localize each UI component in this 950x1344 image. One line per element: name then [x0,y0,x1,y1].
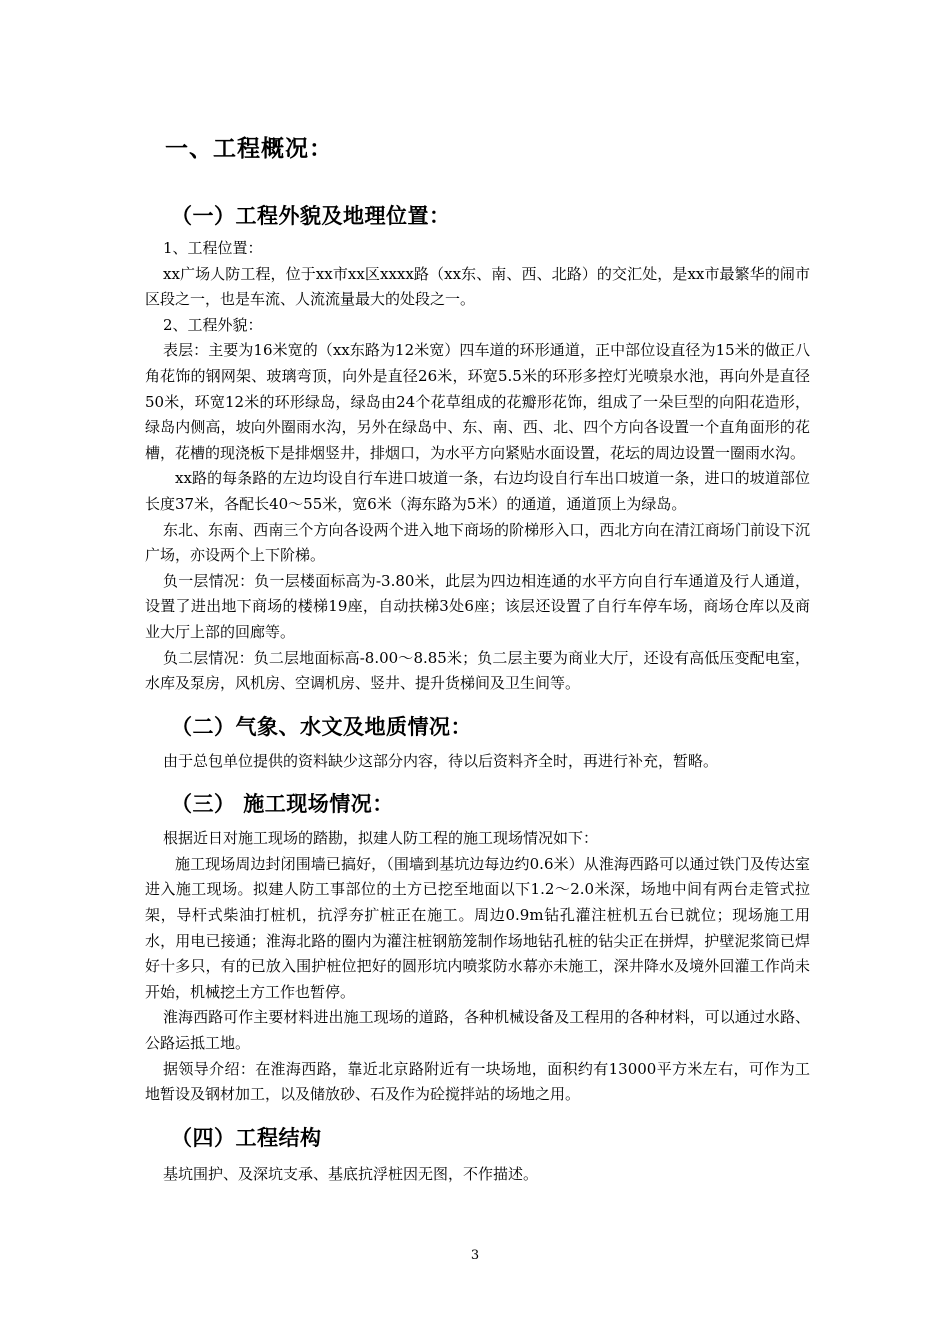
section-1-heading: （一）工程外貌及地理位置： [171,204,451,228]
paragraph: 负二层情况：负二层地面标高-8.00～8.85米；负二层主要为商业大厅，还设有高低压变配电室，水库及泵房，风机房、空调机房、竖井、提升货梯间及卫生间等。 [145,648,810,693]
paragraph: 1、工程位置： [163,239,263,257]
page-content [145,132,810,1187]
paragraph: 施工现场周边封闭围墙已搞好，（围墙到基坑边每边约0.6米）从淮海西路可以通过铁门及传达室进入施工现场。拟建人防工事部位的土方已挖至地面以下1.2～2.0米深，场地中间有两台走管式拉架，导杆式柴油打桩机，抗浮夯扩桩正在施工。周边0.9m钻孔灌注桩机五台已就位；现场施工用水，用电已接通；淮海北路的圈内为灌注桩钢筋笼制作场地钻孔桩的钻尖正在拼焊，护壁泥浆筒已焊好十多只，有的已放入围护桩位把好的圆形坑内喷浆防水幕亦未施工，深井降水及境外回灌工作尚未开始，机械挖土方工作也暂停。 [145,854,810,1001]
paragraph: xx广场人防工程，位于xx市xx区xxxx路（xx东、南、西、北路）的交汇处，是xx市最繁华的闹市区段之一，也是车流、人流流量最大的处段之一。 [145,264,810,309]
main-heading: 一、工程概况： [165,136,333,162]
paragraph: 基坑围护、及深坑支承、基底抗浮桩因无图，不作描述。 [163,1164,539,1183]
paragraph: 根据近日对施工现场的踏勘，拟建人防工程的施工现场情况如下： [163,829,599,848]
paragraph: 淮海西路可作主要材料进出施工现场的道路，各种机械设备及工程用的各种材料，可以通过水路、公路运抵工地。 [145,1008,810,1053]
page-number: 3 [470,1248,480,1263]
paragraph: 据领导介绍：在淮海西路，靠近北京路附近有一块场地，面积约有13000平方米左右，可作为工地暂设及钢材加工，以及储放砂、石及作为砼搅拌站的场地之用。 [145,1059,810,1104]
section-3-heading: （三） 施工现场情况： [171,792,394,817]
paragraph: xx路的每条路的左边均设自行车进口坡道一条，右边均设自行车出口坡道一条，进口的坡道部位长度37米，各配长40～55米，宽6米（海东路为5米）的通道，通道顶上为绿岛。 [145,469,810,513]
paragraph: 负一层情况：负一层楼面标高为-3.80米，此层为四边相连通的水平方向自行车通道及行人通道，设置了进出地下商场的楼梯19座，自动扶梯3处6座；该层还设置了自行车停车场，商场仓库以及商业大厅上部的回廊等。 [145,571,810,641]
paragraph: 2、工程外貌： [163,315,263,334]
paragraph: 表层：主要为16米宽的（xx东路为12米宽）四车道的环形通道，正中部位设直径为15米的做正八角花饰的钢网架、玻璃弯顶，向外是直径26米，环宽5.5米的环形多控灯光喷泉水池，再向外是直径50米，环宽12米的环形绿岛，绿岛由24个花草组成的花瓣形花饰，组成了一朵巨型的向阳花造形，绿岛内侧高，坡向外圈雨水沟，另外在绿岛中、东、南、西、北、四个方向各设置一个直角面形的花槽，花槽的现浇板下是排烟竖井，排烟口，为水平方向紧贴水面设置，花坛的周边设置一圈雨水沟。 [145,341,810,462]
section-4-heading: （四）工程结构 [171,1125,322,1150]
paragraph: 东北、东南、西南三个方向各设两个进入地下商场的阶梯形入口，西北方向在清江商场门前设下沉广场，亦设两个上下阶梯。 [145,520,810,565]
paragraph: 由于总包单位提供的资料缺少这部分内容，待以后资料齐全时，再进行补充，暂略。 [163,751,719,770]
section-2-heading: （二）气象、水文及地质情况： [171,714,472,739]
